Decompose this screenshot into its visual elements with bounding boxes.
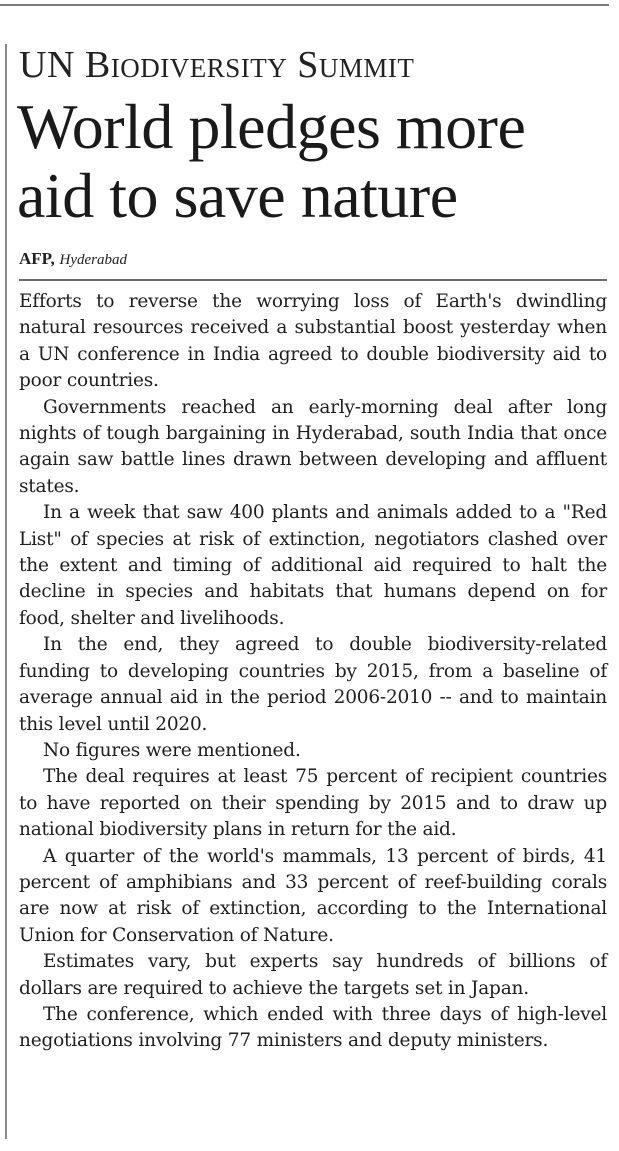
article-kicker: UN Biodiversity Summit <box>19 44 415 86</box>
byline-agency: AFP, <box>19 249 55 268</box>
byline <box>19 249 607 270</box>
paragraph: Governments reached an early-morning deal after long nights of tough bargaining in Hyderabad, south India that once again saw battle lines drawn between developing and affluent states. <box>19 396 607 497</box>
article-body <box>19 289 607 1055</box>
paragraph: The deal requires at least 75 percent of recipient countries to have reported on their spending by 2015 and to draw up national biodiversity plans in return for the aid. <box>19 766 607 841</box>
byline-divider <box>19 279 607 281</box>
paragraph: In the end, they agreed to double biodiversity-related funding to developing countries by 2015, from a baseline of average annual aid in the period 2006-2010 -- and to maintain this level until 2020. <box>19 634 607 735</box>
article-headline: World pledges more aid to save nature <box>17 91 526 231</box>
paragraph: Estimates vary, but experts say hundreds of billions of dollars are required to achieve the targets set in Japan. <box>19 951 607 999</box>
column-divider <box>5 44 7 1139</box>
news-article <box>19 44 607 1055</box>
top-divider <box>0 4 609 6</box>
byline-place: Hyderabad <box>59 252 128 268</box>
paragraph: The conference, which ended with three days of high-level negotiations involving 77 ministers and deputy ministers. <box>19 1003 607 1052</box>
paragraph: Efforts to reverse the worrying loss of Earth's dwindling natural resources received a substantial boost yesterday when a UN conference in India agreed to double biodiversity aid to poor countries. <box>19 291 607 392</box>
paragraph: In a week that saw 400 plants and animals added to a "Red List" of species at risk of extinction, negotiators clashed over the extent and timing of additional aid required to halt the decline in species and habitats that humans depend on for food, shelter and livelihoods. <box>19 502 607 629</box>
paragraph: No figures were mentioned. <box>43 739 301 761</box>
paragraph: A quarter of the world's mammals, 13 percent of birds, 41 percent of amphibians and 33 percent of reef-building corals are now at risk of extinction, according to the International Union for Conservation of Nature. <box>19 845 607 946</box>
